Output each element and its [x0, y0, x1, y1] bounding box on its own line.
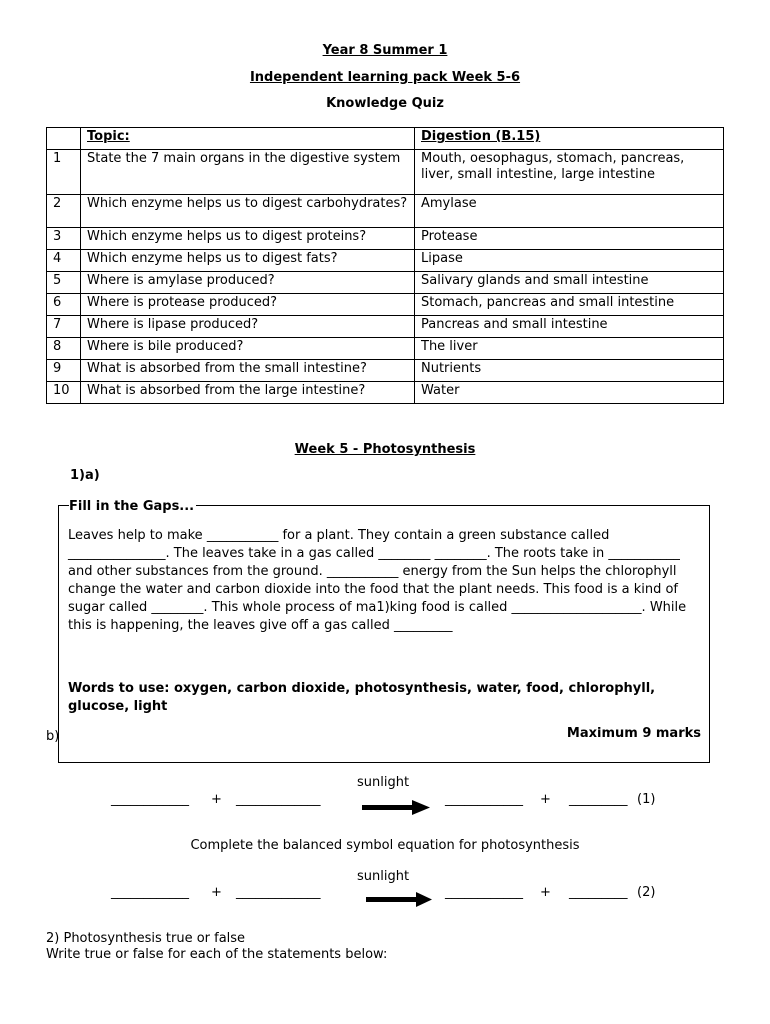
row-number: 5 — [47, 272, 81, 294]
row-number: 1 — [47, 150, 81, 195]
equation2-blank-product-1: ____________ — [445, 885, 523, 900]
row-question: Which enzyme helps us to digest carbohydrates? — [81, 195, 415, 228]
equation2-plus-2: + — [540, 885, 551, 900]
table-row — [47, 150, 724, 195]
question-2-heading: 2) Photosynthesis true or false — [46, 931, 246, 946]
row-number: 7 — [47, 316, 81, 338]
table-row — [47, 294, 724, 316]
header-num-cell — [47, 128, 81, 150]
table-row — [47, 272, 724, 294]
row-answer: The liver — [415, 338, 724, 360]
table-row — [47, 382, 724, 404]
table-row — [47, 360, 724, 382]
table-row — [47, 195, 724, 228]
equation1-marks: (1) — [637, 792, 656, 807]
max-marks: Maximum 9 marks — [566, 726, 701, 741]
fill-in-gaps-box — [58, 499, 710, 763]
row-answer: Lipase — [415, 250, 724, 272]
row-question: Where is amylase produced? — [81, 272, 415, 294]
table-row — [47, 338, 724, 360]
row-question: Which enzyme helps us to digest fats? — [81, 250, 415, 272]
equation2-blank-reactant-2: _____________ — [236, 885, 321, 900]
fill-gaps-title: Fill in the Gaps... — [69, 499, 195, 514]
word-bank: Words to use: oxygen, carbon dioxide, photosynthesis, water, food, chlorophyll, glucose, light — [68, 681, 656, 714]
equation1-plus-2: + — [540, 792, 551, 807]
row-answer: Mouth, oesophagus, stomach, pancreas, liver, small intestine, large intestine — [415, 150, 724, 195]
row-answer: Salivary glands and small intestine — [415, 272, 724, 294]
week5-heading: Week 5 - Photosynthesis — [294, 442, 476, 457]
doc-subtitle: Independent learning pack Week 5-6 — [249, 70, 521, 85]
table-header-row — [47, 128, 724, 150]
knowledge-quiz-table — [46, 127, 724, 404]
row-number: 9 — [47, 360, 81, 382]
symbol-equation-instruction: Complete the balanced symbol equation for photosynthesis — [190, 838, 580, 853]
row-answer: Water — [415, 382, 724, 404]
sunlight-label-2: sunlight — [357, 869, 410, 884]
reaction-arrow-icon-1 — [362, 799, 432, 819]
row-answer: Protease — [415, 228, 724, 250]
row-question: Where is lipase produced? — [81, 316, 415, 338]
row-answer: Nutrients — [415, 360, 724, 382]
row-number: 10 — [47, 382, 81, 404]
row-number: 8 — [47, 338, 81, 360]
equation1-plus-1: + — [211, 792, 222, 807]
equation2-plus-1: + — [211, 885, 222, 900]
row-question: Where is protease produced? — [81, 294, 415, 316]
row-question: Which enzyme helps us to digest proteins? — [81, 228, 415, 250]
row-question: What is absorbed from the large intestine? — [81, 382, 415, 404]
reaction-arrow-icon-2 — [366, 891, 436, 911]
row-number: 6 — [47, 294, 81, 316]
sunlight-label-1: sunlight — [357, 775, 410, 790]
row-question: Where is bile produced? — [81, 338, 415, 360]
row-question: What is absorbed from the small intestine? — [81, 360, 415, 382]
topic-value-cell: Digestion (B.15) — [415, 128, 724, 150]
table-row — [47, 316, 724, 338]
equation2-blank-product-2: _________ — [569, 885, 628, 900]
quiz-title: Knowledge Quiz — [326, 96, 444, 111]
equation1-blank-reactant-2: _____________ — [236, 792, 321, 807]
row-number: 3 — [47, 228, 81, 250]
equation2-blank-reactant-1: ____________ — [111, 885, 189, 900]
row-number: 2 — [47, 195, 81, 228]
row-answer: Amylase — [415, 195, 724, 228]
row-answer: Stomach, pancreas and small intestine — [415, 294, 724, 316]
equation2-marks: (2) — [637, 885, 656, 900]
equation1-blank-product-1: ____________ — [445, 792, 523, 807]
equation1-blank-reactant-1: ____________ — [111, 792, 189, 807]
doc-title: Year 8 Summer 1 — [322, 43, 448, 58]
question-b-label: b) — [46, 729, 60, 744]
row-number: 4 — [47, 250, 81, 272]
fill-gaps-paragraph: Leaves help to make ___________ for a plant. They contain a green substance called _______________. The leaves take in a gas called ________ ________. The roots take in ___________ and other substances from the ground. ___________ energy from the Sun helps the chlorophyll change the water and carbon dioxide into the food that the plant needs. This food is a kind of sugar called ________. This whole process of ma1)king food is called ____________________. While this is happening, the leaves give off a gas called _________ — [68, 528, 687, 633]
question-1a-label: 1)a) — [70, 468, 100, 483]
table-row — [47, 228, 724, 250]
table-row — [47, 250, 724, 272]
row-answer: Pancreas and small intestine — [415, 316, 724, 338]
equation1-blank-product-2: _________ — [569, 792, 628, 807]
question-2-instruction: Write true or false for each of the statements below: — [46, 947, 388, 962]
row-question: State the 7 main organs in the digestive system — [81, 150, 415, 195]
topic-label-cell: Topic: — [81, 128, 415, 150]
